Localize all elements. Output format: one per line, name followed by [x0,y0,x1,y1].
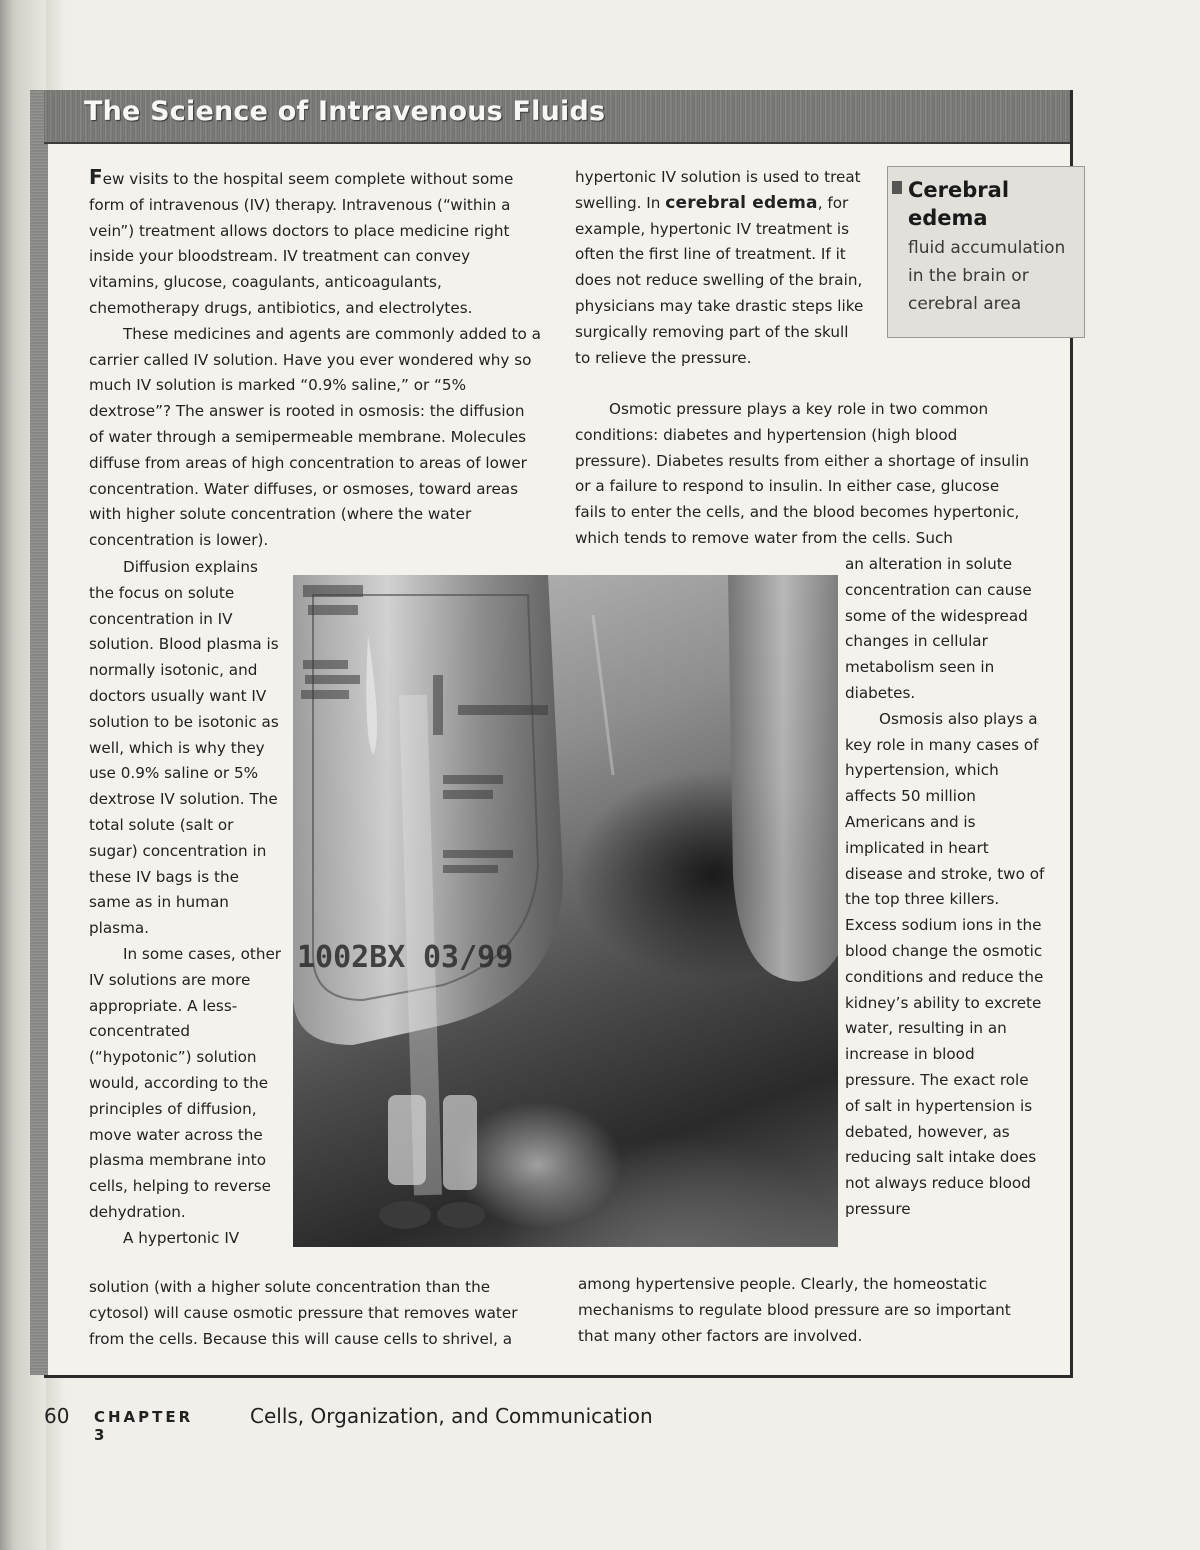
feature-box-left-bar [30,90,48,1375]
drop-cap: F [89,165,103,189]
column-1-top [89,165,541,554]
column-2-wrap [845,552,1045,1223]
paragraph-diabetes-cont: an alteration in solute concentration can cause some of the widespread changes in cellular metabolism seen in diabetes. [845,555,1032,702]
paragraph-osmosis: These medicines and agents are commonly added to a carrier called IV solution. Have you ever wondered why so much IV solution is marked “0.9% saline,” or “5% dextrose”? The answer is rooted in osmosis: the diffusion of water through a semipermeable membrane. Molecules diffuse from areas of high concentration to areas of lower concentration. Water diffuses, or osmoses, toward areas with higher solute concentration (where the water concentration is lower). [89,324,541,550]
page-number: 60 [44,1404,70,1428]
iv-cap-left [379,1201,431,1229]
paragraph-intro [89,165,541,322]
column-2-top [575,165,867,371]
iv-bags-photo [293,575,838,1247]
iv-bags-illustration [293,575,838,1247]
paragraph-diffusion: Diffusion explains the focus on solute concentration in IV solution. Blood plasma is normally isotonic, and doctors usually want IV solution to be isotonic as well, which is why they use 0.9% saline or 5% dextrose IV solution. The total solute (salt or sugar) concentration in these IV bags is the same as in human plasma. [89,558,279,938]
iv-port-left [388,1095,426,1185]
paragraph-hypertonic-start: A hypertonic IV [123,1228,240,1247]
paragraph-hypotonic: In some cases, other IV solutions are more appropriate. A less-concentrated (“hypotonic”) solution would, according to the principles of diffusion, move water across the plasma membrane into cells, helping to reverse dehydration. [89,944,282,1221]
bag-lot-code: 1002BX [297,940,406,975]
cerebral-edema-before: hypertonic IV solution is used to treat swelling. In [575,168,861,212]
column-2-middle [575,397,1035,552]
column-1-wrap [89,555,284,1252]
chapter-label: CHAPTER 3 [94,1408,194,1444]
glossary-term: Cerebral edema [908,178,1010,230]
key-term-cerebral-edema: cerebral edema [665,192,818,213]
paragraph-osmotic-pressure: Osmotic pressure plays a key role in two common conditions: diabetes and hypertension (high blood pressure). Diabetes results from either a shortage of insulin or a failure to respond to insulin. In either case, glucose fails to enter the cells, and the blood becomes hypertonic, which tends to remove water from the cells. Such [575,400,1030,547]
column-2-bottom [578,1272,1038,1349]
column-1-bottom [89,1275,541,1352]
paragraph-hypertonic-cont: solution (with a higher solute concentration than the cytosol) will cause osmotic pressure that removes water from the cells. Because this will cause cells to shrivel, a [89,1278,518,1348]
chapter-title: Cells, Organization, and Communication [250,1404,653,1428]
glossary-marker-icon [892,181,902,194]
paragraph-intro-text: ew visits to the hospital seem complete without some form of intravenous (IV) therapy. Intravenous (“within a vein”) treatment allows doctors to place medicine right inside your bloodstream. IV treatment can convey vitamins, glucose, coagulants, anticoagulants, chemotherapy drugs, antibiotics, and electrolytes. [89,170,514,317]
iv-port-right [443,1095,477,1190]
paragraph-hypertension-end: among hypertensive people. Clearly, the homeostatic mechanisms to regulate blood pressure are so important that many other factors are involved. [578,1275,1011,1345]
paragraph-hypertension: Osmosis also plays a key role in many cases of hypertension, which affects 50 million Americans and is implicated in heart disease and stroke, two of the top three killers. Excess sodium ions in the blood change the osmotic conditions and reduce the kidney’s ability to excrete water, resulting in an increase in blood pressure. The exact role of salt in hypertension is debated, however, as reducing salt intake does not always reduce blood pressure [845,709,1045,1218]
iv-bag-right [728,575,838,982]
bag-expiry-date: 03/99 [423,940,514,975]
iv-cap-right [437,1202,485,1228]
cerebral-edema-after: , for example, hypertonic IV treatment is often the first line of treatment. If it does not reduce swelling of the brain, physicians may take drastic steps like surgically removing part of the skull to relieve the pressure. [575,193,864,367]
feature-title: The Science of Intravenous Fluids [84,96,606,127]
glossary-definition: fluid accumulation in the brain or cerebral area [908,238,1066,314]
paragraph-cerebral-edema [575,165,867,371]
